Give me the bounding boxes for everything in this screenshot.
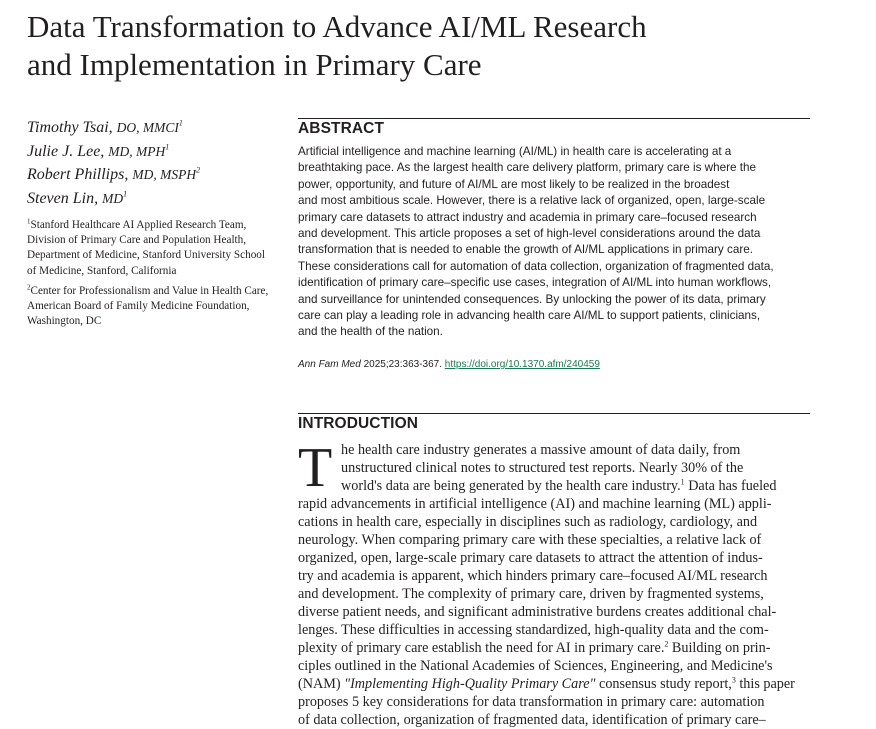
intro-line: proposes 5 key considerations for data transformation in primary care: automation [298,694,765,710]
abstract-heading: ABSTRACT [298,120,385,137]
intro-line: of data collection, organization of fragmented data, identification of primary care– [298,712,766,728]
doi-link[interactable]: https://doi.org/10.1370.afm/240459 [444,359,600,370]
abstract-line: transformation that is needed to enable the growth of AI/ML applications in primary care. [298,243,753,257]
abstract-line: and development. This article proposes a set of high-level considerations around the data [298,227,761,241]
author-list [27,116,277,329]
abstract-line: and most ambitious scale. However, there is a relative lack of organized, open, large-scale [298,194,766,208]
intro-line: ciples outlined in the National Academies of Sciences, Engineering, and Medicine's [298,658,773,674]
abstract-body [298,144,818,341]
abstract-line: and the health of the nation. [298,325,443,339]
citation-details: 2025;23:363-367. [360,359,445,370]
abstract-line: power, opportunity, and future of AI/ML are most likely to be realized in the broadest [298,177,730,191]
abstract-line: identification of primary care–specific use cases, integration of AI/ML into human workflows, [298,276,772,290]
intro-line: cations in health care, especially in disciplines such as radiology, cardiology, and [298,514,758,530]
footnote-ref: 3 [731,675,736,685]
intro-line: organized, open, large-scale primary care datasets to attract the attention of indus- [298,550,763,566]
author-4: Steven Lin, $MD^1$ [27,189,128,207]
author-3: Robert Phillips, MD, MSPH$^2$ [27,165,201,183]
affiliation-2: $^2$Center for Professionalism and Value in Health Care, American Board of Family Medicine Foundation, Washington, DC [27,283,269,328]
title-line-2: and Implementation in Primary Care [27,47,482,82]
intro-line: rapid advancements in artificial intelligence (AI) and machine learning (ML) appli- [298,496,772,512]
abstract-line: Artificial intelligence and machine learning (AI/ML) in health care is accelerating at a [298,145,732,158]
intro-line: unstructured clinical notes to structured test reports. Nearly 30% of the [341,460,744,476]
abstract-line: and surveillance for unintended consequences. By unlocking the power of its data, primary [298,292,766,306]
article-title [27,8,727,84]
footnote-ref: 1 [680,477,685,487]
abstract-line: breathtaking pace. As the largest health care delivery platform, primary care is where the [298,161,756,175]
author-1: Timothy Tsai, DO, MMCI$^1$ [27,118,183,136]
journal-name: Ann Fam Med [298,359,361,370]
abstract-line: These considerations call for automation of data collection, organization of fragmented data, [298,259,774,273]
intro-line: (NAM) "Implementing High-Quality Primary Care" consensus study report,$^3$ this paper [298,675,795,692]
drop-cap: T [298,437,333,499]
citation [298,359,600,370]
intro-line: he health care industry generates a massive amount of data daily, from [341,442,741,458]
title-line-1: Data Transformation to Advance AI/ML Research [27,9,647,44]
intro-line: world's data are being generated by the health care industry.$^1$ Data has fueled [341,477,777,494]
intro-line: diverse patient needs, and significant administrative burdens creates additional chal- [298,604,777,620]
intro-line: and development. The complexity of primary care, driven by fragmented systems, [298,586,764,602]
abstract-line: primary care datasets to attract industry and academia in primary care–focused research [298,210,757,224]
introduction-body [298,437,818,729]
introduction-heading: INTRODUCTION [298,415,419,432]
abstract-line: care can play a leading role in advancing health care AI/ML to support patients, clinicians, [298,309,761,323]
intro-line: try and academia is apparent, which hinders primary care–focused AI/ML research [298,568,768,584]
affiliation-1: $^1$Stanford Healthcare AI Applied Research Team, Division of Primary Care and Population Health, Department of Medicine, Stanford University School of Medicine, Stanford, California [27,217,265,277]
intro-line: neurology. When comparing primary care with these specialties, a relative lack of [298,532,762,548]
intro-line: lenges. These difficulties in accessing standardized, high-quality data and the com- [298,622,769,638]
abstract-rule [298,118,810,119]
author-2: Julie J. Lee, MD, MPH$^1$ [27,142,170,160]
footnote-ref: 2 [664,639,669,649]
intro-line: plexity of primary care establish the need for AI in primary care.$^2$ Building on prin- [298,639,771,656]
introduction-rule [298,413,810,414]
